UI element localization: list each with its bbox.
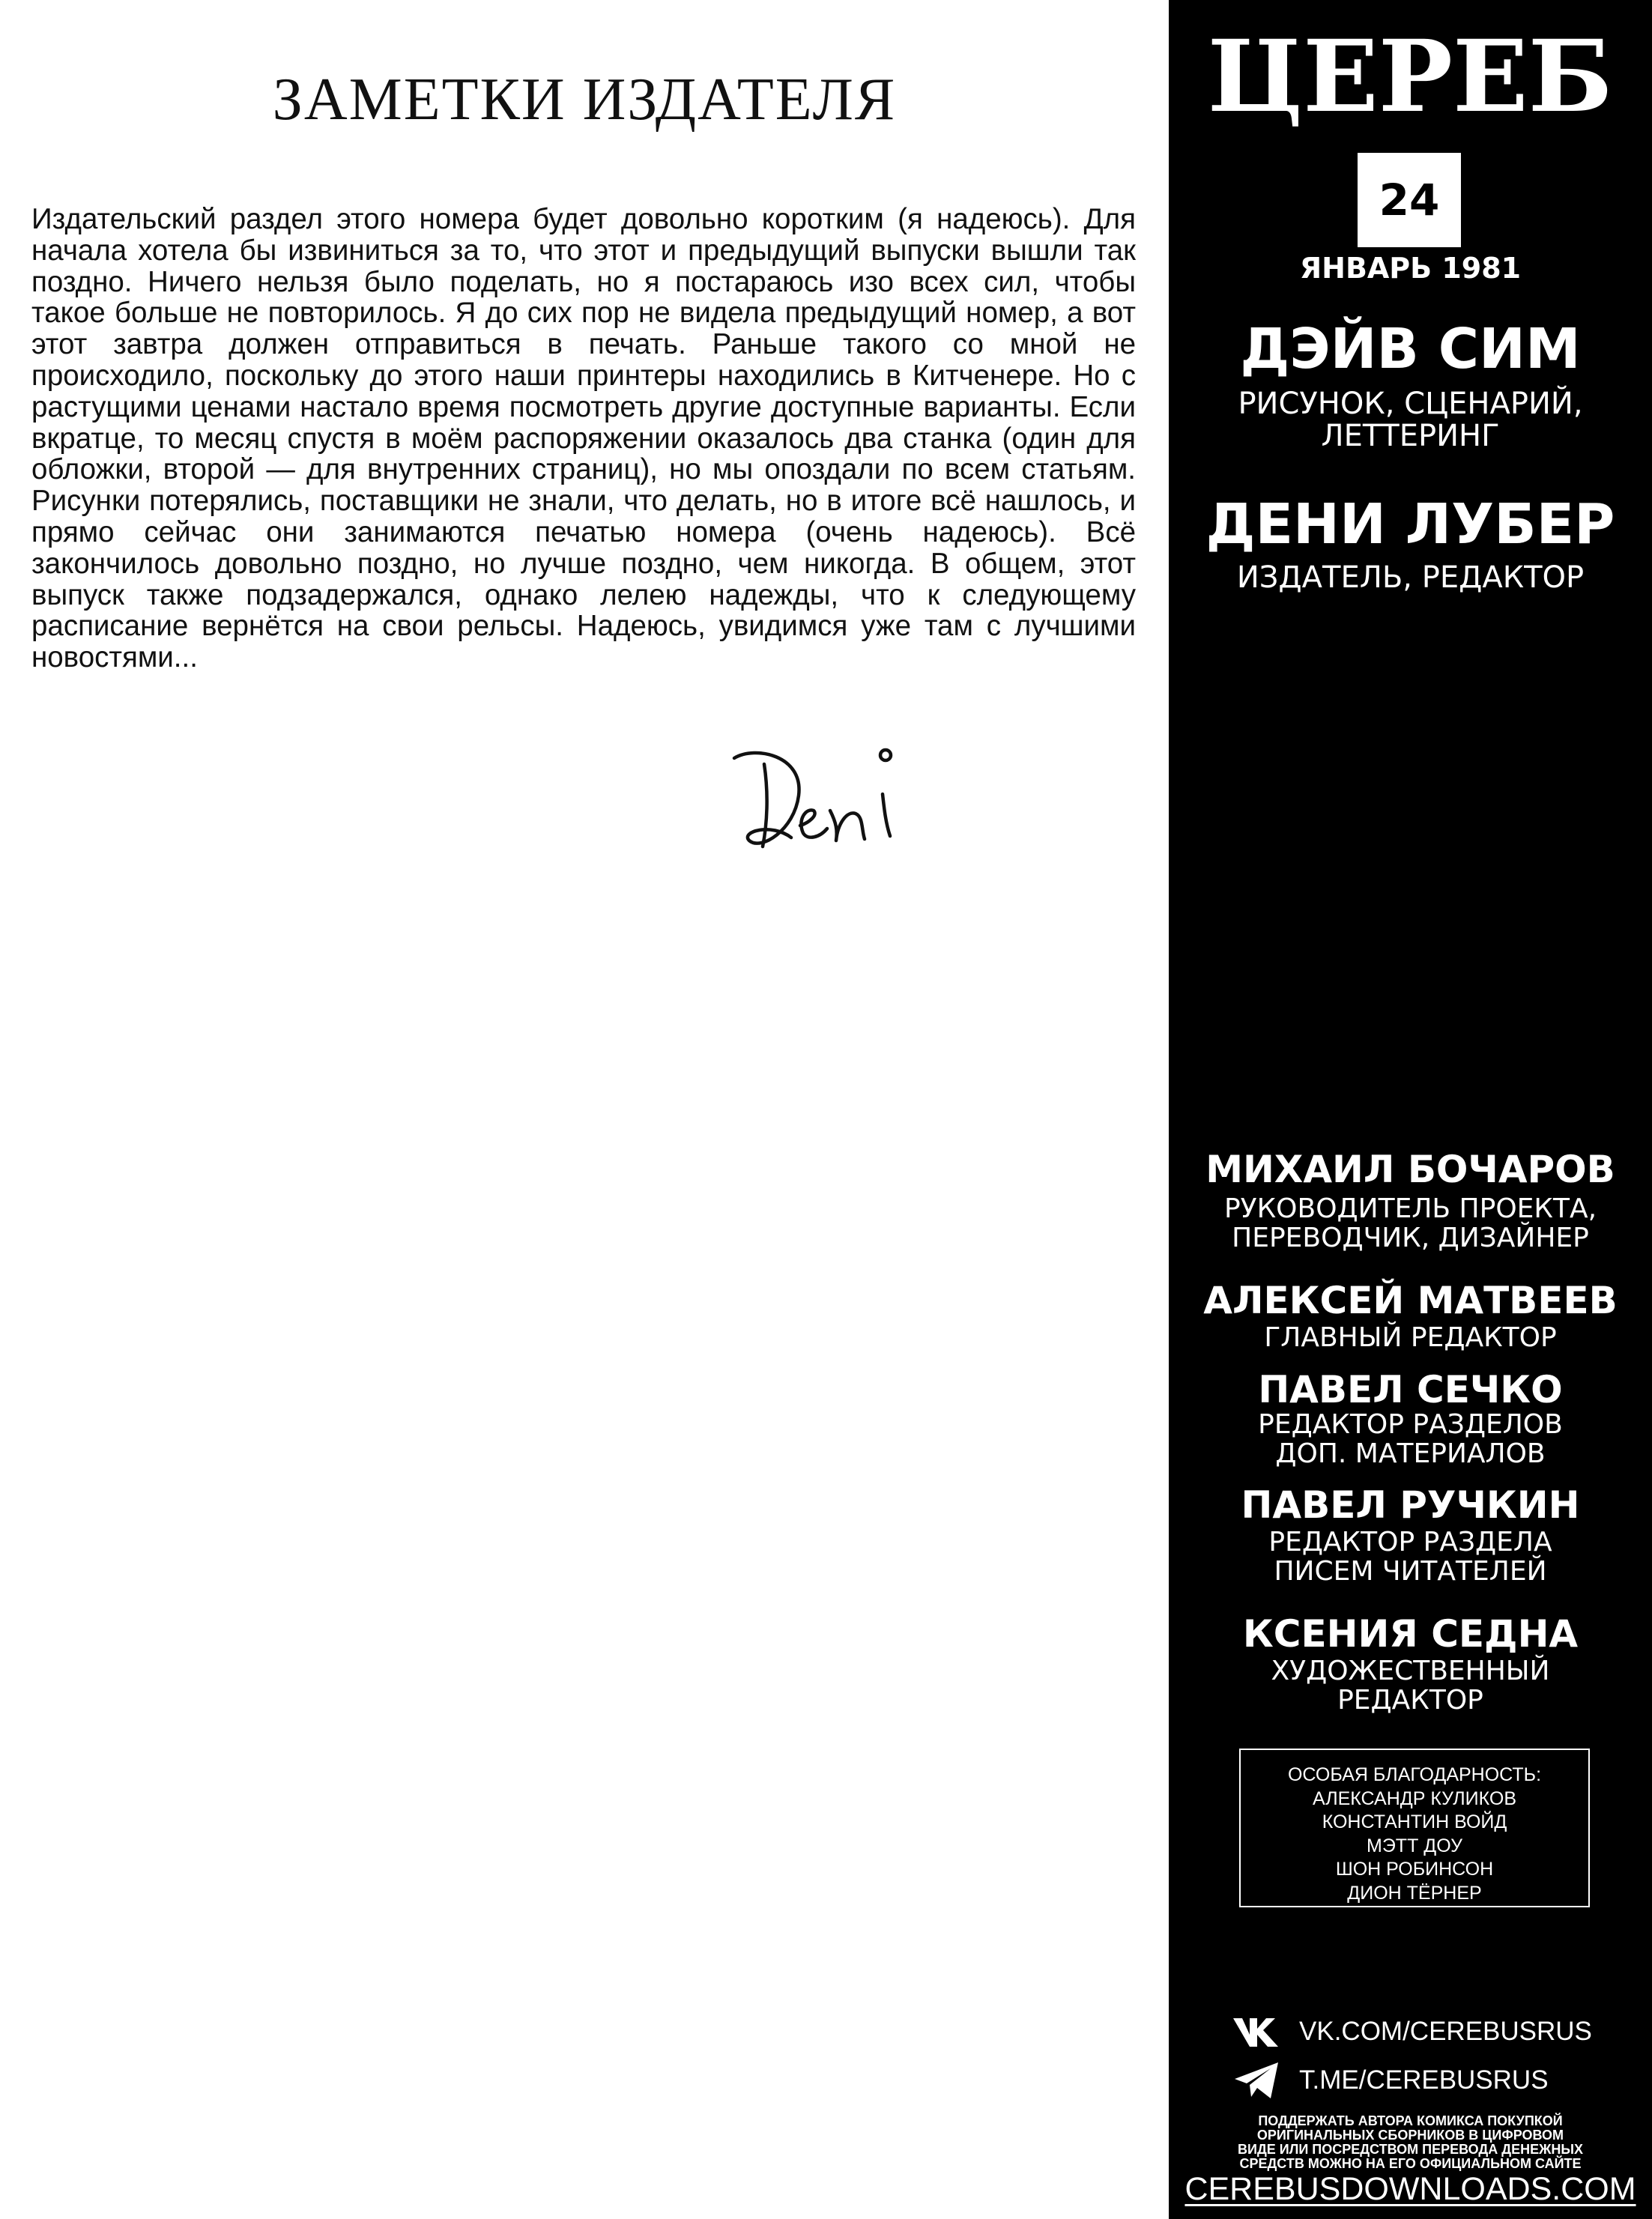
issue-number: 24: [1358, 153, 1461, 247]
thanks-heading: ОСОБАЯ БЛАГОДАРНОСТЬ:: [1287, 1764, 1542, 1785]
issue-date: ЯНВАРЬ 1981: [1299, 252, 1522, 285]
thanks-name: АЛЕКСАНДР КУЛИКОВ: [1312, 1787, 1517, 1809]
website-link[interactable]: CEREBUSDOWNLOADS.COM: [1184, 2171, 1636, 2207]
creator-role: ЛЕТТЕРИНГ: [1321, 419, 1500, 453]
page-title: ЗАМЕТКИ ИЗДАТЕЛЯ: [272, 67, 897, 133]
creator-role: ИЗДАТЕЛЬ, РЕДАКТОР: [1236, 560, 1585, 595]
telegram-link[interactable]: [1232, 2058, 1549, 2103]
special-thanks-box: [1239, 1749, 1590, 1907]
staff-name: ПАВЕЛ РУЧКИН: [1241, 1483, 1580, 1527]
svg-text:ЦЕРЕБ: ЦЕРЕБ: [1207, 30, 1613, 127]
staff-name: ПАВЕЛ СЕЧКО: [1258, 1368, 1563, 1411]
staff-role: ДОП. МАТЕРИАЛОВ: [1275, 1438, 1546, 1469]
staff-role: ГЛАВНЫЙ РЕДАКТОР: [1264, 1322, 1557, 1353]
thanks-name: КОНСТАНТИН ВОЙД: [1322, 1811, 1507, 1832]
support-line: СРЕДСТВ МОЖНО НА ЕГО ОФИЦИАЛЬНОМ САЙТЕ: [1239, 2156, 1582, 2171]
support-line: ОРИГИНАЛЬНЫХ СБОРНИКОВ В ЦИФРОВОМ: [1256, 2128, 1564, 2143]
support-line: ВИДЕ ИЛИ ПОСРЕДСТВОМ ПЕРЕВОДА ДЕНЕЖНЫХ: [1238, 2142, 1583, 2157]
staff-name: КСЕНИЯ СЕДНА: [1242, 1612, 1579, 1656]
signature: [725, 742, 950, 869]
telegram-icon: [1232, 2061, 1284, 2100]
telegram-link-label: T.ME/CEREBUSRUS: [1299, 2065, 1549, 2095]
staff-role: ХУДОЖЕСТВЕННЫЙ: [1271, 1656, 1550, 1686]
staff-name: АЛЕКСЕЙ МАТВЕЕВ: [1203, 1279, 1618, 1322]
vk-link[interactable]: [1232, 2009, 1592, 2054]
creator-name: ДЕНИ ЛУБЕР: [1205, 492, 1615, 557]
staff-name: МИХАИЛ БОЧАРОВ: [1205, 1148, 1615, 1191]
vk-link-label: VK.COM/CEREBUSRUS: [1299, 2017, 1592, 2046]
staff-role: ПИСЕМ ЧИТАТЕЛЕЙ: [1274, 1556, 1547, 1587]
staff-role: РЕДАКТОР РАЗДЕЛА: [1268, 1527, 1552, 1557]
thanks-name: ШОН РОБИНСОН: [1335, 1859, 1494, 1880]
thanks-name: ДИОН ТЁРНЕР: [1347, 1882, 1482, 1904]
staff-role: РЕДАКТОР: [1337, 1685, 1483, 1716]
support-note: [1199, 2114, 1622, 2171]
staff-role: РУКОВОДИТЕЛЬ ПРОЕКТА,: [1223, 1193, 1597, 1224]
thanks-name: МЭТТ ДОУ: [1367, 1835, 1462, 1856]
staff-role: ПЕРЕВОДЧИК, ДИЗАЙНЕР: [1232, 1223, 1589, 1253]
publisher-notes-text: Издательский раздел этого номера будет довольно коротким (я надеюсь). Для начала хотела бы извиниться за то, что этот и предыдущий выпуски вышли так поздно. Ничего нельзя было поделать, но я постараюсь изо всех сил, чтобы такое больше не повторилось. Я до сих пор не видела предыдущий номер, а вот этот завтра должен отправиться в печать. Раньше такого со мной не происходило, поскольку до этого наши принтеры находились в Китченере. Но с растущими ценами настало время посмотреть другие доступные варианты. Если вкратце, то месяц спустя в моём распоряжении оказалось два станка (один для обложки, второй — для внутренних страниц), но мы опоздали по всем статьям. Рисунки потерялись, поставщики не знали, что делать, но в итоге всё нашлось, и прямо сейчас они занимаются печатью номера (очень надеюсь). Всё закончилось довольно поздно, но лучше поздно, чем никогда. В общем, этот выпуск также подзадержался, однако лелею надежды, что к следующему расписание вернётся на свои рельсы. Надеюсь, увидимся уже там с лучшими новостями...: [31, 203, 1136, 674]
creator-name: ДЭЙВ СИМ: [1240, 317, 1581, 381]
credits-sidebar: [1169, 0, 1652, 2219]
cerebus-logo: [1169, 30, 1652, 127]
staff-role: РЕДАКТОР РАЗДЕЛОВ: [1258, 1409, 1563, 1440]
support-line: ПОДДЕРЖАТЬ АВТОРА КОМИКСА ПОКУПКОЙ: [1258, 2113, 1563, 2128]
creator-role: РИСУНОК, СЦЕНАРИЙ,: [1238, 387, 1583, 421]
vk-icon: [1232, 2012, 1284, 2051]
